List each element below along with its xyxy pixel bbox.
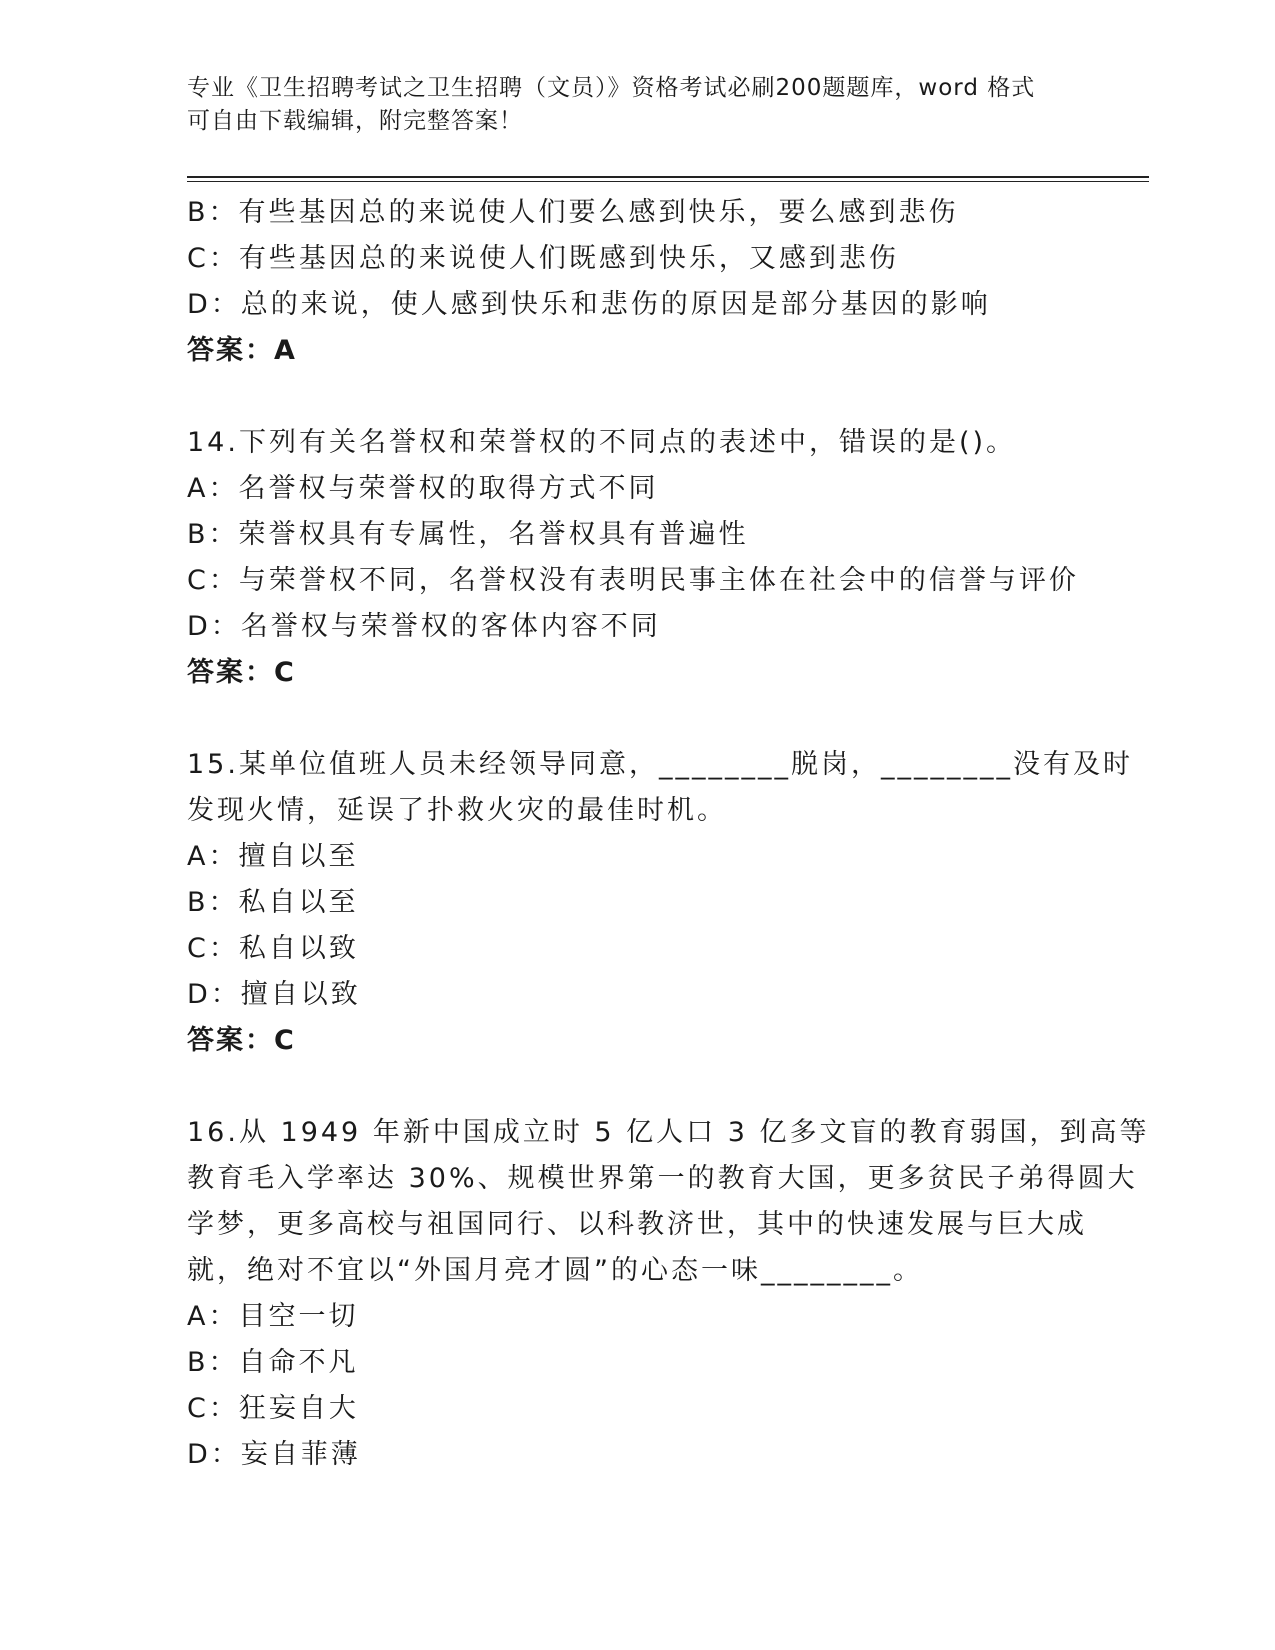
answer-label: 答案：A bbox=[187, 335, 297, 366]
question-text: 16.从 1949 年新中国成立时 5 亿人口 3 亿多文盲的教育弱国，到高等 bbox=[187, 1117, 1150, 1148]
option-b: B：私自以至 bbox=[187, 887, 359, 918]
header-divider bbox=[187, 176, 1149, 182]
question-13-continued bbox=[187, 190, 1087, 374]
option-c: C：狂妄自大 bbox=[187, 1393, 359, 1424]
question-15 bbox=[187, 742, 1133, 1064]
question-text: 就，绝对不宜以“外国月亮才圆”的心态一味________。 bbox=[187, 1255, 923, 1286]
question-stem bbox=[187, 742, 1133, 834]
document-header bbox=[187, 72, 1087, 138]
option-d: D：妄自菲薄 bbox=[187, 1439, 361, 1470]
option-d: D：总的来说，使人感到快乐和悲伤的原因是部分基因的影响 bbox=[187, 289, 991, 320]
option-d: D：名誉权与荣誉权的客体内容不同 bbox=[187, 611, 661, 642]
spacer bbox=[187, 1064, 1087, 1110]
option-b: B：有些基因总的来说使人们要么感到快乐，要么感到悲伤 bbox=[187, 197, 959, 228]
answer-label: 答案：C bbox=[187, 1025, 296, 1056]
answer-label: 答案：C bbox=[187, 657, 296, 688]
question-text: 发现火情，延误了扑救火灾的最佳时机。 bbox=[187, 795, 727, 826]
question-14 bbox=[187, 420, 1087, 696]
spacer bbox=[187, 374, 1087, 420]
option-a: A：擅自以至 bbox=[187, 841, 359, 872]
option-c: C：与荣誉权不同，名誉权没有表明民事主体在社会中的信誉与评价 bbox=[187, 565, 1079, 596]
question-16 bbox=[187, 1110, 1150, 1478]
question-text: 学梦，更多高校与祖国同行、以科教济世，其中的快速发展与巨大成 bbox=[187, 1209, 1087, 1240]
option-a: A：名誉权与荣誉权的取得方式不同 bbox=[187, 473, 659, 504]
question-text: 15.某单位值班人员未经领导同意，________脱岗，________没有及时 bbox=[187, 749, 1133, 780]
header-title-line-1: 专业《卫生招聘考试之卫生招聘（文员）》资格考试必刷200题题库，word 格式 bbox=[187, 75, 1036, 101]
option-c: C：有些基因总的来说使人们既感到快乐，又感到悲伤 bbox=[187, 243, 899, 274]
option-a: A：目空一切 bbox=[187, 1301, 359, 1332]
question-stem bbox=[187, 1110, 1150, 1294]
option-c: C：私自以致 bbox=[187, 933, 359, 964]
spacer bbox=[187, 696, 1087, 742]
question-content bbox=[187, 190, 1150, 1478]
option-b: B：荣誉权具有专属性，名誉权具有普遍性 bbox=[187, 519, 749, 550]
question-stem bbox=[187, 420, 1087, 466]
question-text: 14.下列有关名誉权和荣誉权的不同点的表述中，错误的是()。 bbox=[187, 427, 1017, 458]
option-d: D：擅自以致 bbox=[187, 979, 361, 1010]
header-title-line-2: 可自由下载编辑，附完整答案！ bbox=[187, 108, 523, 134]
option-b: B：自命不凡 bbox=[187, 1347, 359, 1378]
question-text: 教育毛入学率达 30%、规模世界第一的教育大国，更多贫民子弟得圆大 bbox=[187, 1163, 1138, 1194]
